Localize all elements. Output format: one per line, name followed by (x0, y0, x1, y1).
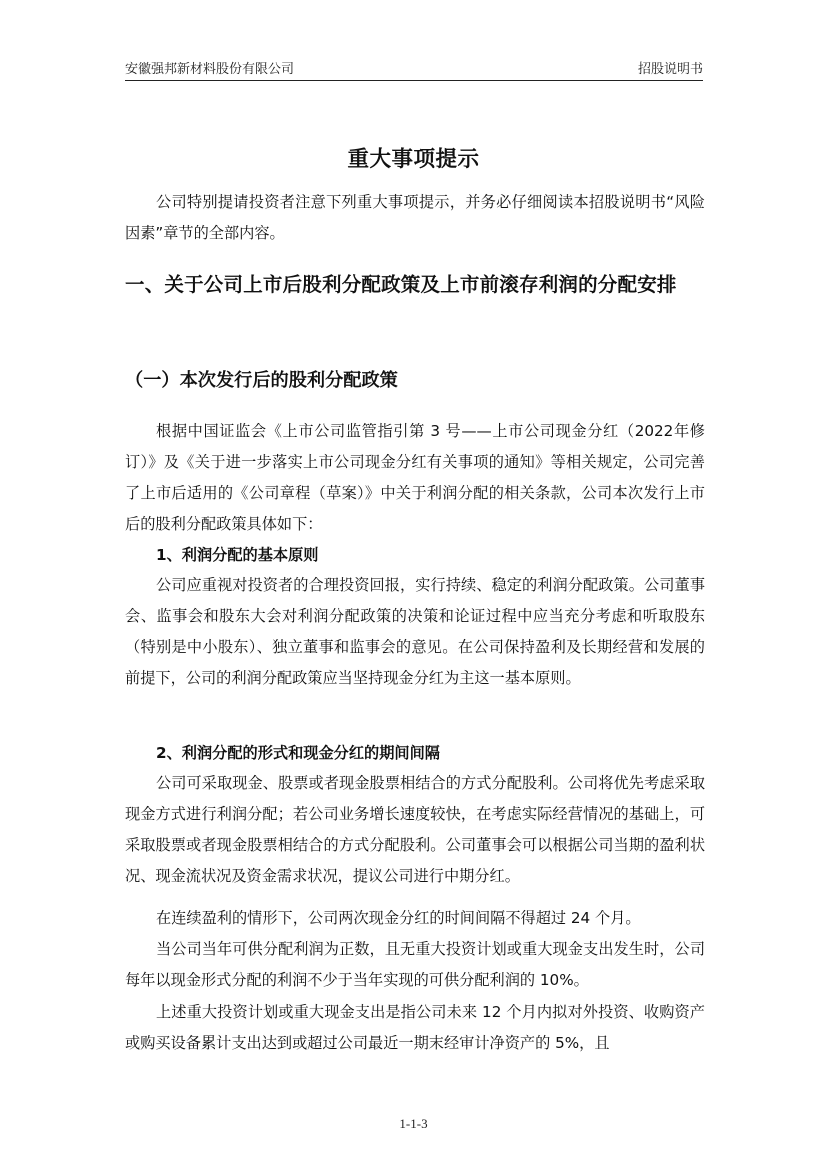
principle-paragraph: 公司应重视对投资者的合理投资回报，实行持续、稳定的利润分配政策。公司董事会、监事会和股东大会对利润分配政策的决策和论证过程中应当充分考虑和听取股东（特别是中小股东）、独立董事和监事会的意见。在公司保持盈利及长期经营和发展的前提下，公司的利润分配政策应当坚持现金分红为主这一基本原则。 (125, 576, 705, 687)
header-company-name: 安徽强邦新材料股份有限公司 (125, 62, 295, 77)
dividend-form-paragraph: 公司可采取现金、股票或者现金股票相结合的方式分配股利。公司将优先考虑采取现金方式进行利润分配；若公司业务增长速度较快，在考虑实际经营情况的基础上，可采取股票或者现金股票相结合的方式分配股利。公司董事会可以根据公司当期的盈利状况、现金流状况及资金需求状况，提议公司进行中期分红。 (125, 774, 705, 885)
major-investment-paragraph: 上述重大投资计划或重大现金支出是指公司未来 12 个月内拟对外投资、收购资产或购买设备累计支出达到或超过公司最近一期末经审计净资产的 5%，且 (125, 1003, 705, 1052)
intro-paragraph: 公司特别提请投资者注意下列重大事项提示，并务必仔细阅读本招股说明书“风险因素”章节的全部内容。 (125, 193, 705, 242)
page-number: 1-1-3 (399, 1116, 428, 1131)
item-heading-1: 1、利润分配的基本原则 (156, 546, 319, 564)
header-rule (125, 80, 703, 81)
page-header (125, 60, 703, 79)
page-title: 重大事项提示 (347, 147, 480, 173)
subsection-heading-1: （一）本次发行后的股利分配政策 (125, 370, 398, 391)
policy-paragraph: 根据中国证监会《上市公司监管指引第 3 号——上市公司现金分红（2022年修订）》及《关于进一步落实上市公司现金分红有关事项的通知》等相关规定，公司完善了上市后适用的《公司章程（草案）》中关于利润分配的相关条款，公司本次发行上市后的股利分配政策具体如下： (125, 422, 705, 533)
dividend-interval-paragraph: 在连续盈利的情形下，公司两次现金分红的时间间隔不得超过 24 个月。 (156, 909, 641, 927)
item-heading-2: 2、利润分配的形式和现金分红的期间间隔 (156, 744, 440, 762)
section-heading-1: 一、关于公司上市后股利分配政策及上市前滚存利润的分配安排 (125, 273, 677, 296)
header-document-type: 招股说明书 (637, 62, 703, 77)
cash-dividend-paragraph: 当公司当年可供分配利润为正数，且无重大投资计划或重大现金支出发生时，公司每年以现金形式分配的利润不少于当年实现的可供分配利润的 10%。 (125, 940, 705, 989)
